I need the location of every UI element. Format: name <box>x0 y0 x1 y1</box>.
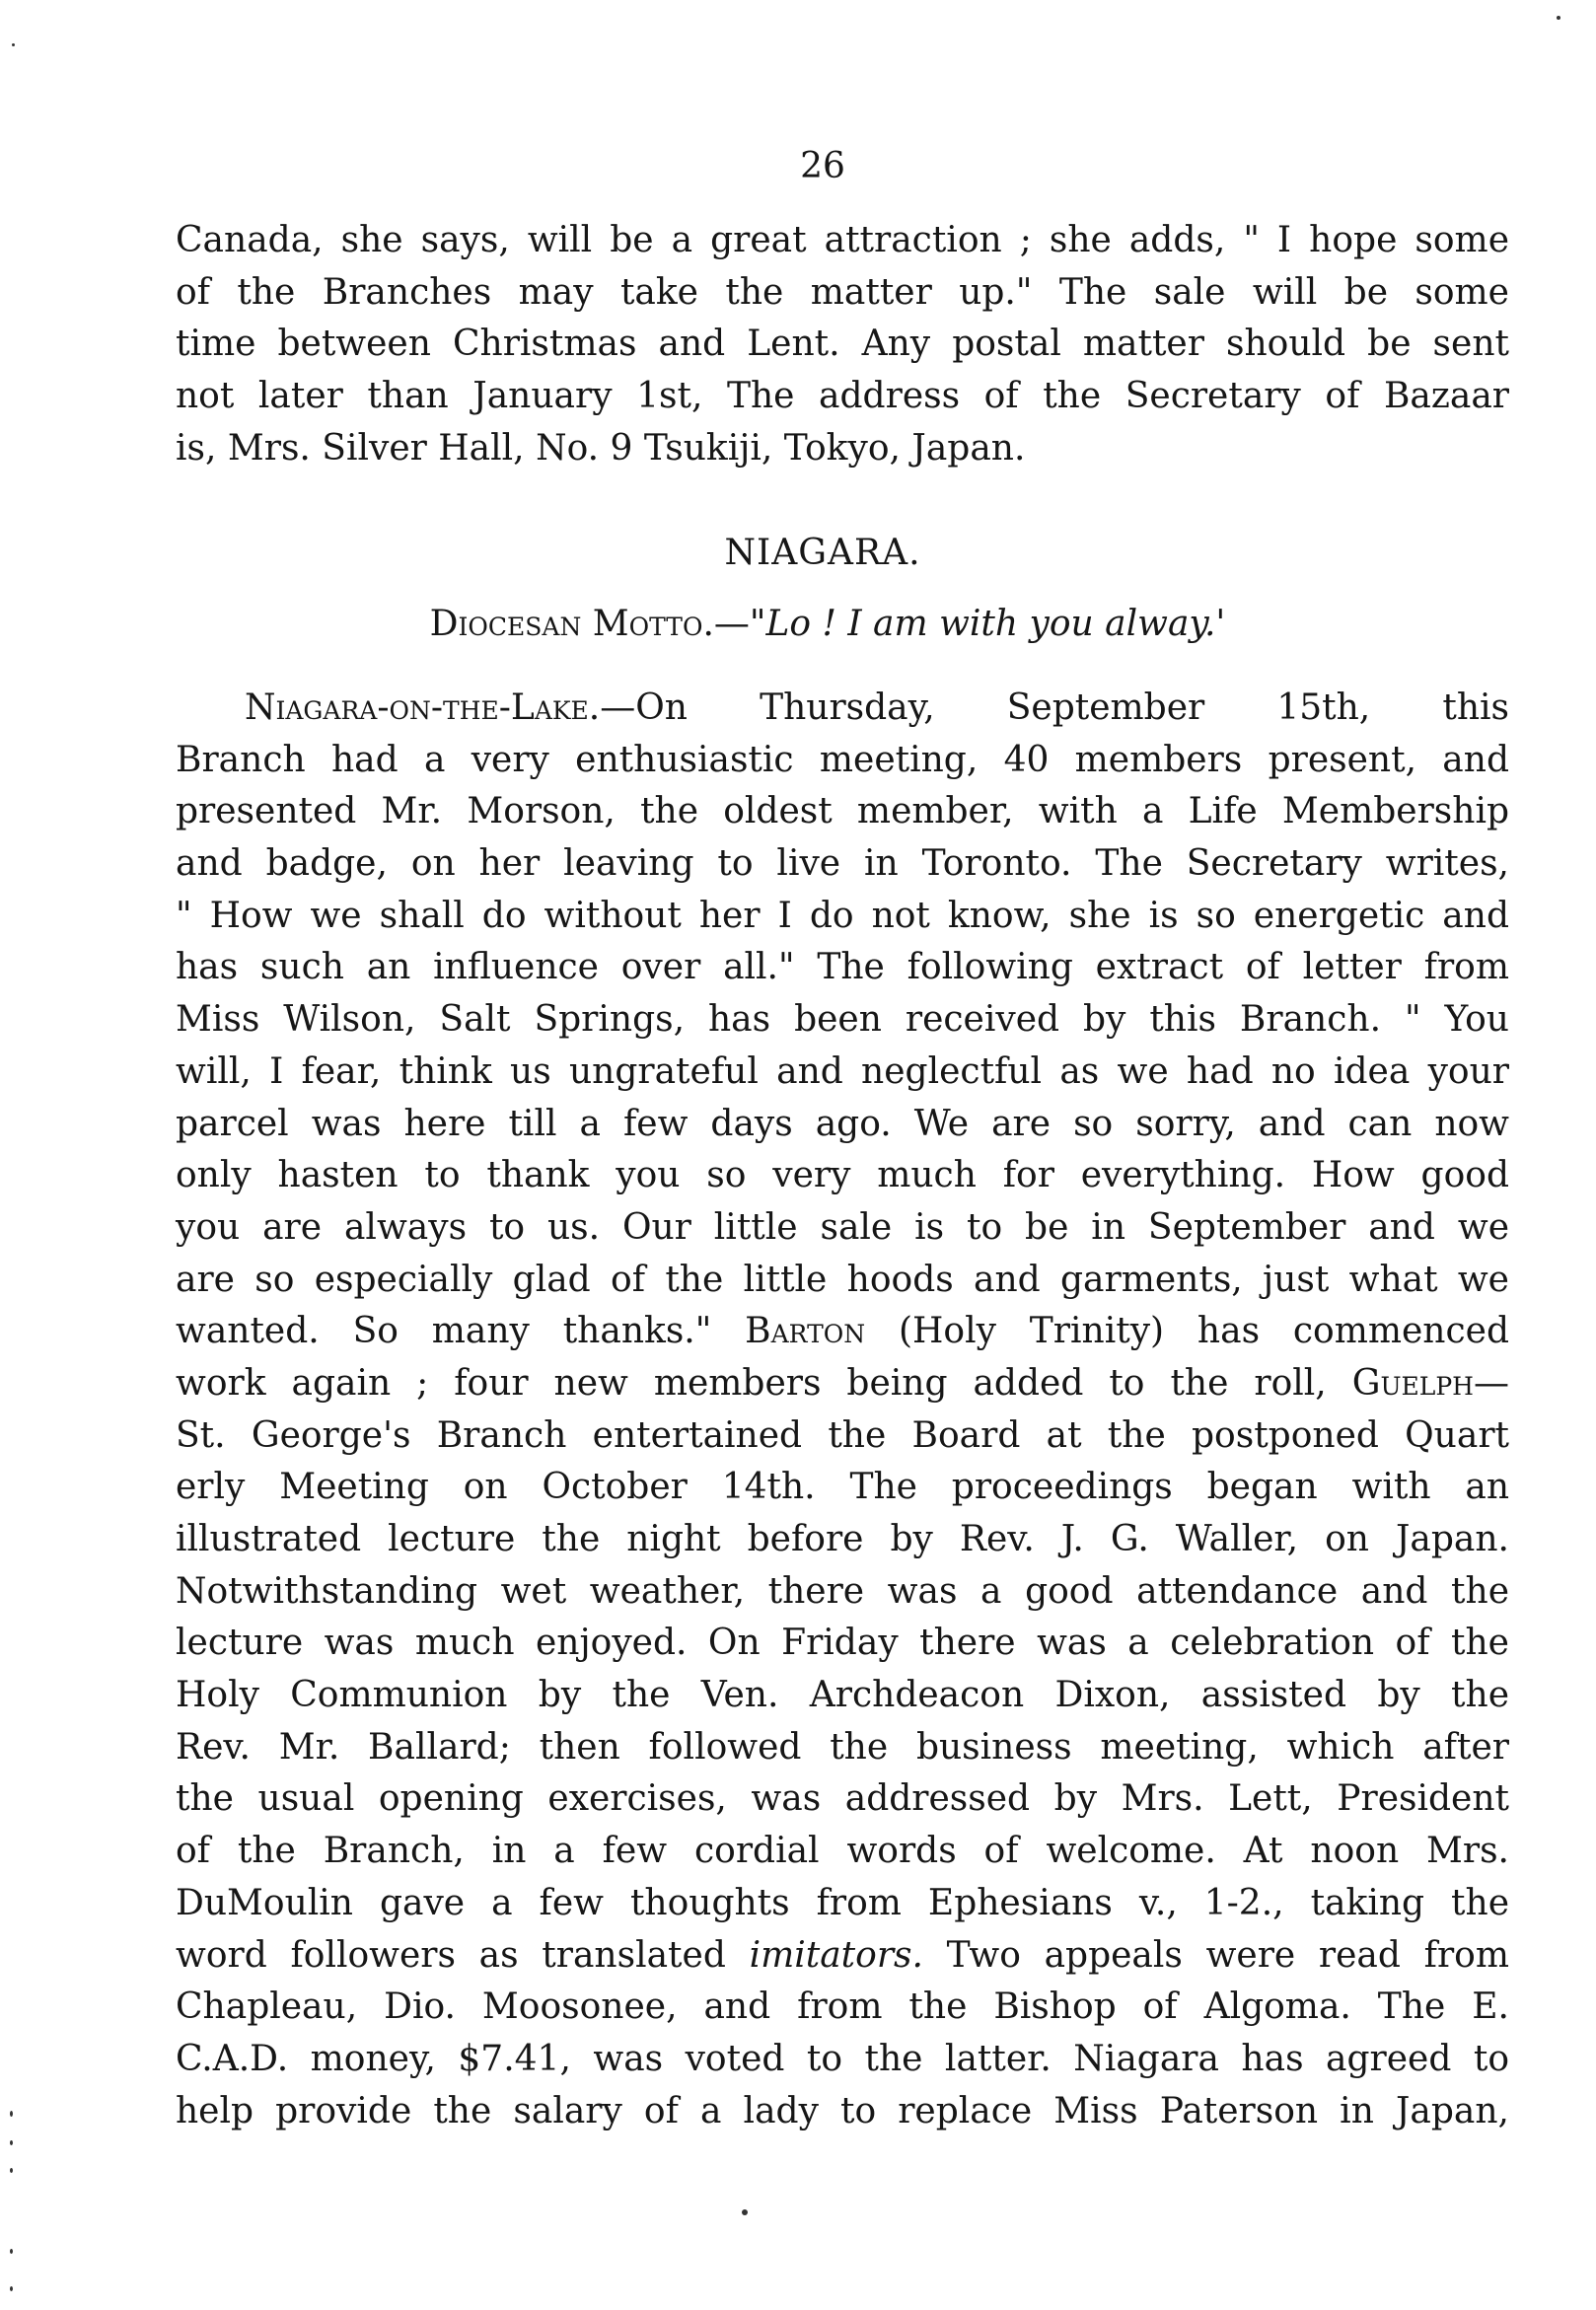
text-line: " How we shall do without her I do not know, she is so energetic and <box>176 895 1509 936</box>
text-line: parcel was here till a few days ago. We are so sorry, and can now <box>176 1103 1509 1144</box>
text-line: help provide the salary of a lady to replace Miss Paterson in Japan, <box>176 2090 1509 2131</box>
scan-speck <box>10 2140 13 2145</box>
text-line: the usual opening exercises, was addressed by Mrs. Lett, President <box>176 1778 1509 1820</box>
diocesan-motto <box>0 604 1596 644</box>
branch-name-niagara-on-the-lake: Niagara-on-the-Lake. <box>245 687 601 728</box>
motto-label: Diocesan Motto.—" <box>429 604 766 644</box>
text-fragment: wanted. So many thanks." <box>176 1311 712 1352</box>
paragraph-niagara-on-the-lake <box>176 683 1509 2137</box>
branch-name-guelph: Guelph— <box>1351 1362 1509 1404</box>
text-fragment: —On Thursday, September 15th, this <box>600 687 1509 728</box>
text-line: Rev. Mr. Ballard; then followed the business meeting, which after <box>176 1726 1509 1768</box>
text-line: and badge, on her leaving to live in Toronto. The Secretary writes, <box>176 843 1509 885</box>
italic-word-imitators: imitators. <box>749 1934 923 1976</box>
text-line: Canada, she says, will be a great attraction ; she adds, " I hope some <box>176 220 1509 260</box>
text-fragment: word followers as translated <box>176 1934 726 1976</box>
text-line: of the Branch, in a few cordial words of welcome. At noon Mrs. <box>176 1831 1509 1872</box>
text-line: are so especially glad of the little hoods and garments, just what we <box>176 1259 1509 1300</box>
text-line: DuMoulin gave a few thoughts from Ephesians v., 1-2., taking the <box>176 1882 1509 1923</box>
text-line: Notwithstanding wet weather, there was a good attendance and the <box>176 1570 1509 1612</box>
text-line: illustrated lecture the night before by Rev. J. G. Waller, on Japan. <box>176 1519 1509 1559</box>
text-line: Holy Communion by the Ven. Archdeacon Dixon, assisted by the <box>176 1675 1509 1716</box>
branch-name-barton: Barton <box>745 1311 866 1352</box>
text-fragment: work again ; four new members being added to the roll, <box>176 1362 1327 1404</box>
text-line: St. George's Branch entertained the Board at the postponed Quart <box>176 1414 1509 1456</box>
text-line: presented Mr. Morson, the oldest member, with a Life Membership <box>176 791 1509 832</box>
text-line: has such an influence over all." The following extract of letter from <box>176 947 1509 988</box>
text-line: of the Branches may take the matter up." The sale will be some <box>176 271 1509 313</box>
text-line: you are always to us. Our little sale is to be in September and we <box>176 1206 1509 1248</box>
scan-speck <box>742 2209 748 2215</box>
text-line <box>176 1930 1509 1983</box>
page-number: 26 <box>800 146 845 186</box>
text-line: is, Mrs. Silver Hall, No. 9 Tsukiji, Tokyo, Japan. <box>176 427 1026 469</box>
text-line: Miss Wilson, Salt Springs, has been received by this Branch. " You <box>176 999 1509 1041</box>
scan-speck <box>10 2249 13 2254</box>
scan-speck <box>1557 16 1560 20</box>
text-line: erly Meeting on October 14th. The proceedings began with an <box>176 1467 1509 1508</box>
text-line: lecture was much enjoyed. On Friday there was a celebration of the <box>176 1623 1509 1664</box>
text-line <box>176 1306 1509 1358</box>
text-line <box>176 683 1509 735</box>
text-line: only hasten to thank you so very much for everything. How good <box>176 1155 1509 1196</box>
text-line <box>176 1358 1509 1410</box>
paragraph-bazaar <box>176 215 1509 474</box>
motto-text: Lo ! I am with you alway.' <box>765 604 1226 644</box>
scan-speck <box>12 43 15 46</box>
text-line: not later than January 1st, The address of the Secretary of Bazaar <box>176 376 1509 417</box>
scan-speck <box>10 2286 13 2291</box>
section-heading-niagara: NIAGARA. <box>724 533 921 573</box>
scan-speck <box>10 2168 13 2173</box>
text-line: time between Christmas and Lent. Any postal matter should be sent <box>176 324 1509 365</box>
text-line: Chapleau, Dio. Moosonee, and from the Bishop of Algoma. The E. <box>176 1986 1509 2028</box>
text-fragment: (Holy Trinity) has commenced <box>898 1311 1510 1352</box>
text-fragment: Two appeals were read from <box>946 1934 1509 1976</box>
text-line: C.A.D. money, $7.41, was voted to the latter. Niagara has agreed to <box>176 2038 1509 2079</box>
scan-speck <box>10 2111 13 2117</box>
text-line: Branch had a very enthusiastic meeting, 40 members present, and <box>176 739 1509 780</box>
text-line: will, I fear, think us ungrateful and neglectful as we had no idea your <box>176 1050 1509 1092</box>
